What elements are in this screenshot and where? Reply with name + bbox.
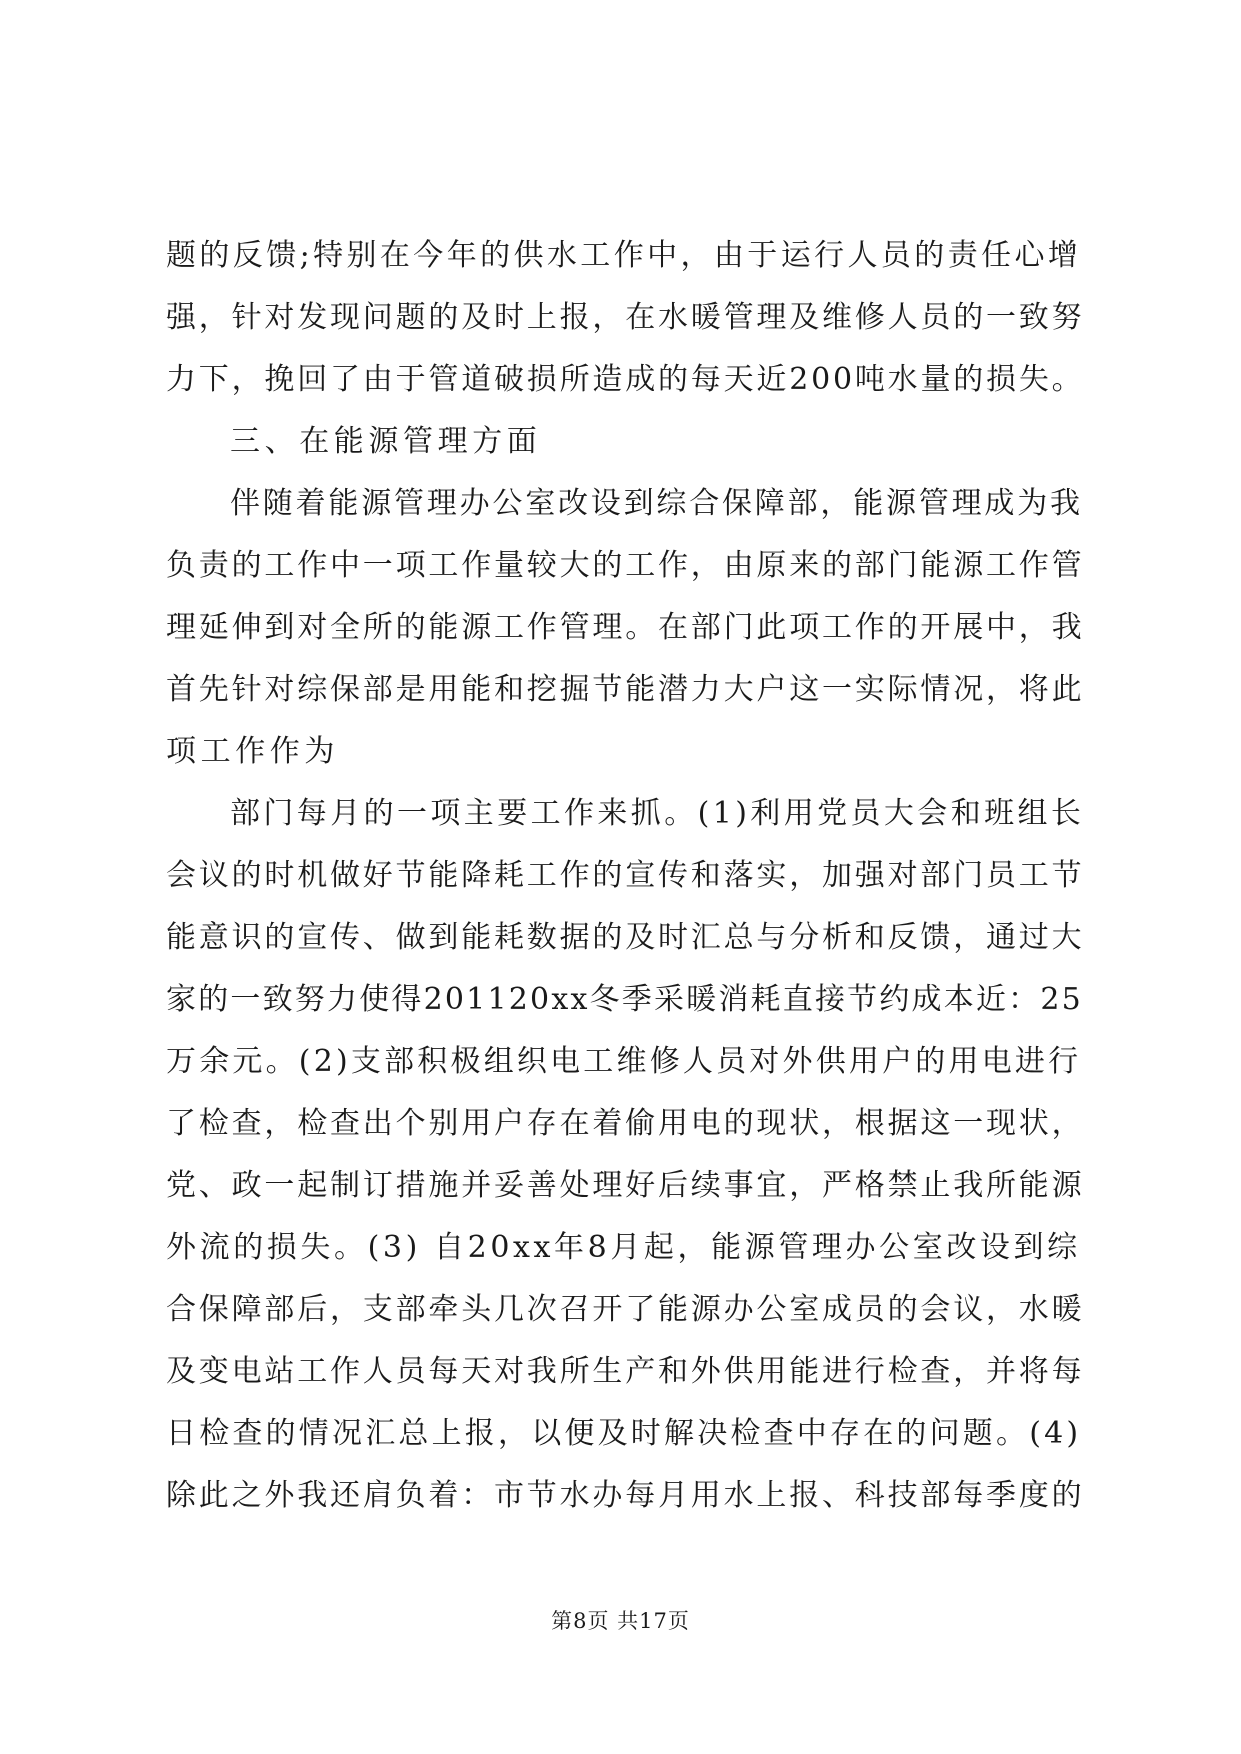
section-heading: 三、在能源管理方面 [230, 424, 542, 459]
text-line: 理延伸到对全所的能源工作管理。在部门此项工作的开展中，我 [166, 610, 1085, 645]
text-line: 日检查的情况汇总上报，以便及时解决检查中存在的问题。(4) [166, 1416, 1082, 1451]
text-line: 首先针对综保部是用能和挖掘节能潜力大户这一实际情况，将此 [166, 672, 1085, 707]
text-line: 除此之外我还肩负着：市节水办每月用水上报、科技部每季度的 [166, 1478, 1085, 1513]
text-line: 强，针对发现问题的及时上报，在水暖管理及维修人员的一致努 [166, 300, 1085, 335]
text-line: 会议的时机做好节能降耗工作的宣传和落实，加强对部门员工节 [166, 858, 1085, 893]
text-line: 党、政一起制订措施并妥善处理好后续事宜，严格禁止我所能源 [166, 1168, 1085, 1203]
text-line: 题的反馈;特别在今年的供水工作中，由于运行人员的责任心增 [166, 238, 1082, 273]
text-line: 外流的损失。(3) 自20xx年8月起，能源管理办公室改设到综 [166, 1230, 1081, 1265]
text-line: 合保障部后，支部牵头几次召开了能源办公室成员的会议，水暖 [166, 1292, 1085, 1327]
text-line: 万余元。(2)支部积极组织电工维修人员对外供用户的用电进行 [166, 1044, 1082, 1079]
text-line: 伴随着能源管理办公室改设到综合保障部，能源管理成为我 [230, 486, 1083, 521]
text-line: 及变电站工作人员每天对我所生产和外供用能进行检查，并将每 [166, 1354, 1085, 1389]
text-line: 部门每月的一项主要工作来抓。(1)利用党员大会和班组长 [230, 796, 1085, 831]
text-line: 力下，挽回了由于管道破损所造成的每天近200吨水量的损失。 [166, 362, 1085, 397]
text-line: 了检查，检查出个别用户存在着偷用电的现状，根据这一现状， [166, 1106, 1085, 1141]
text-line: 项工作作为 [166, 734, 339, 769]
page-number-footer: 第8页 共17页 [551, 1609, 690, 1633]
text-line: 能意识的宣传、做到能耗数据的及时汇总与分析和反馈，通过大 [166, 920, 1085, 955]
text-line: 家的一致努力使得201120xx冬季采暖消耗直接节约成本近：25 [166, 982, 1083, 1017]
text-line: 负责的工作中一项工作量较大的工作，由原来的部门能源工作管 [166, 548, 1085, 583]
